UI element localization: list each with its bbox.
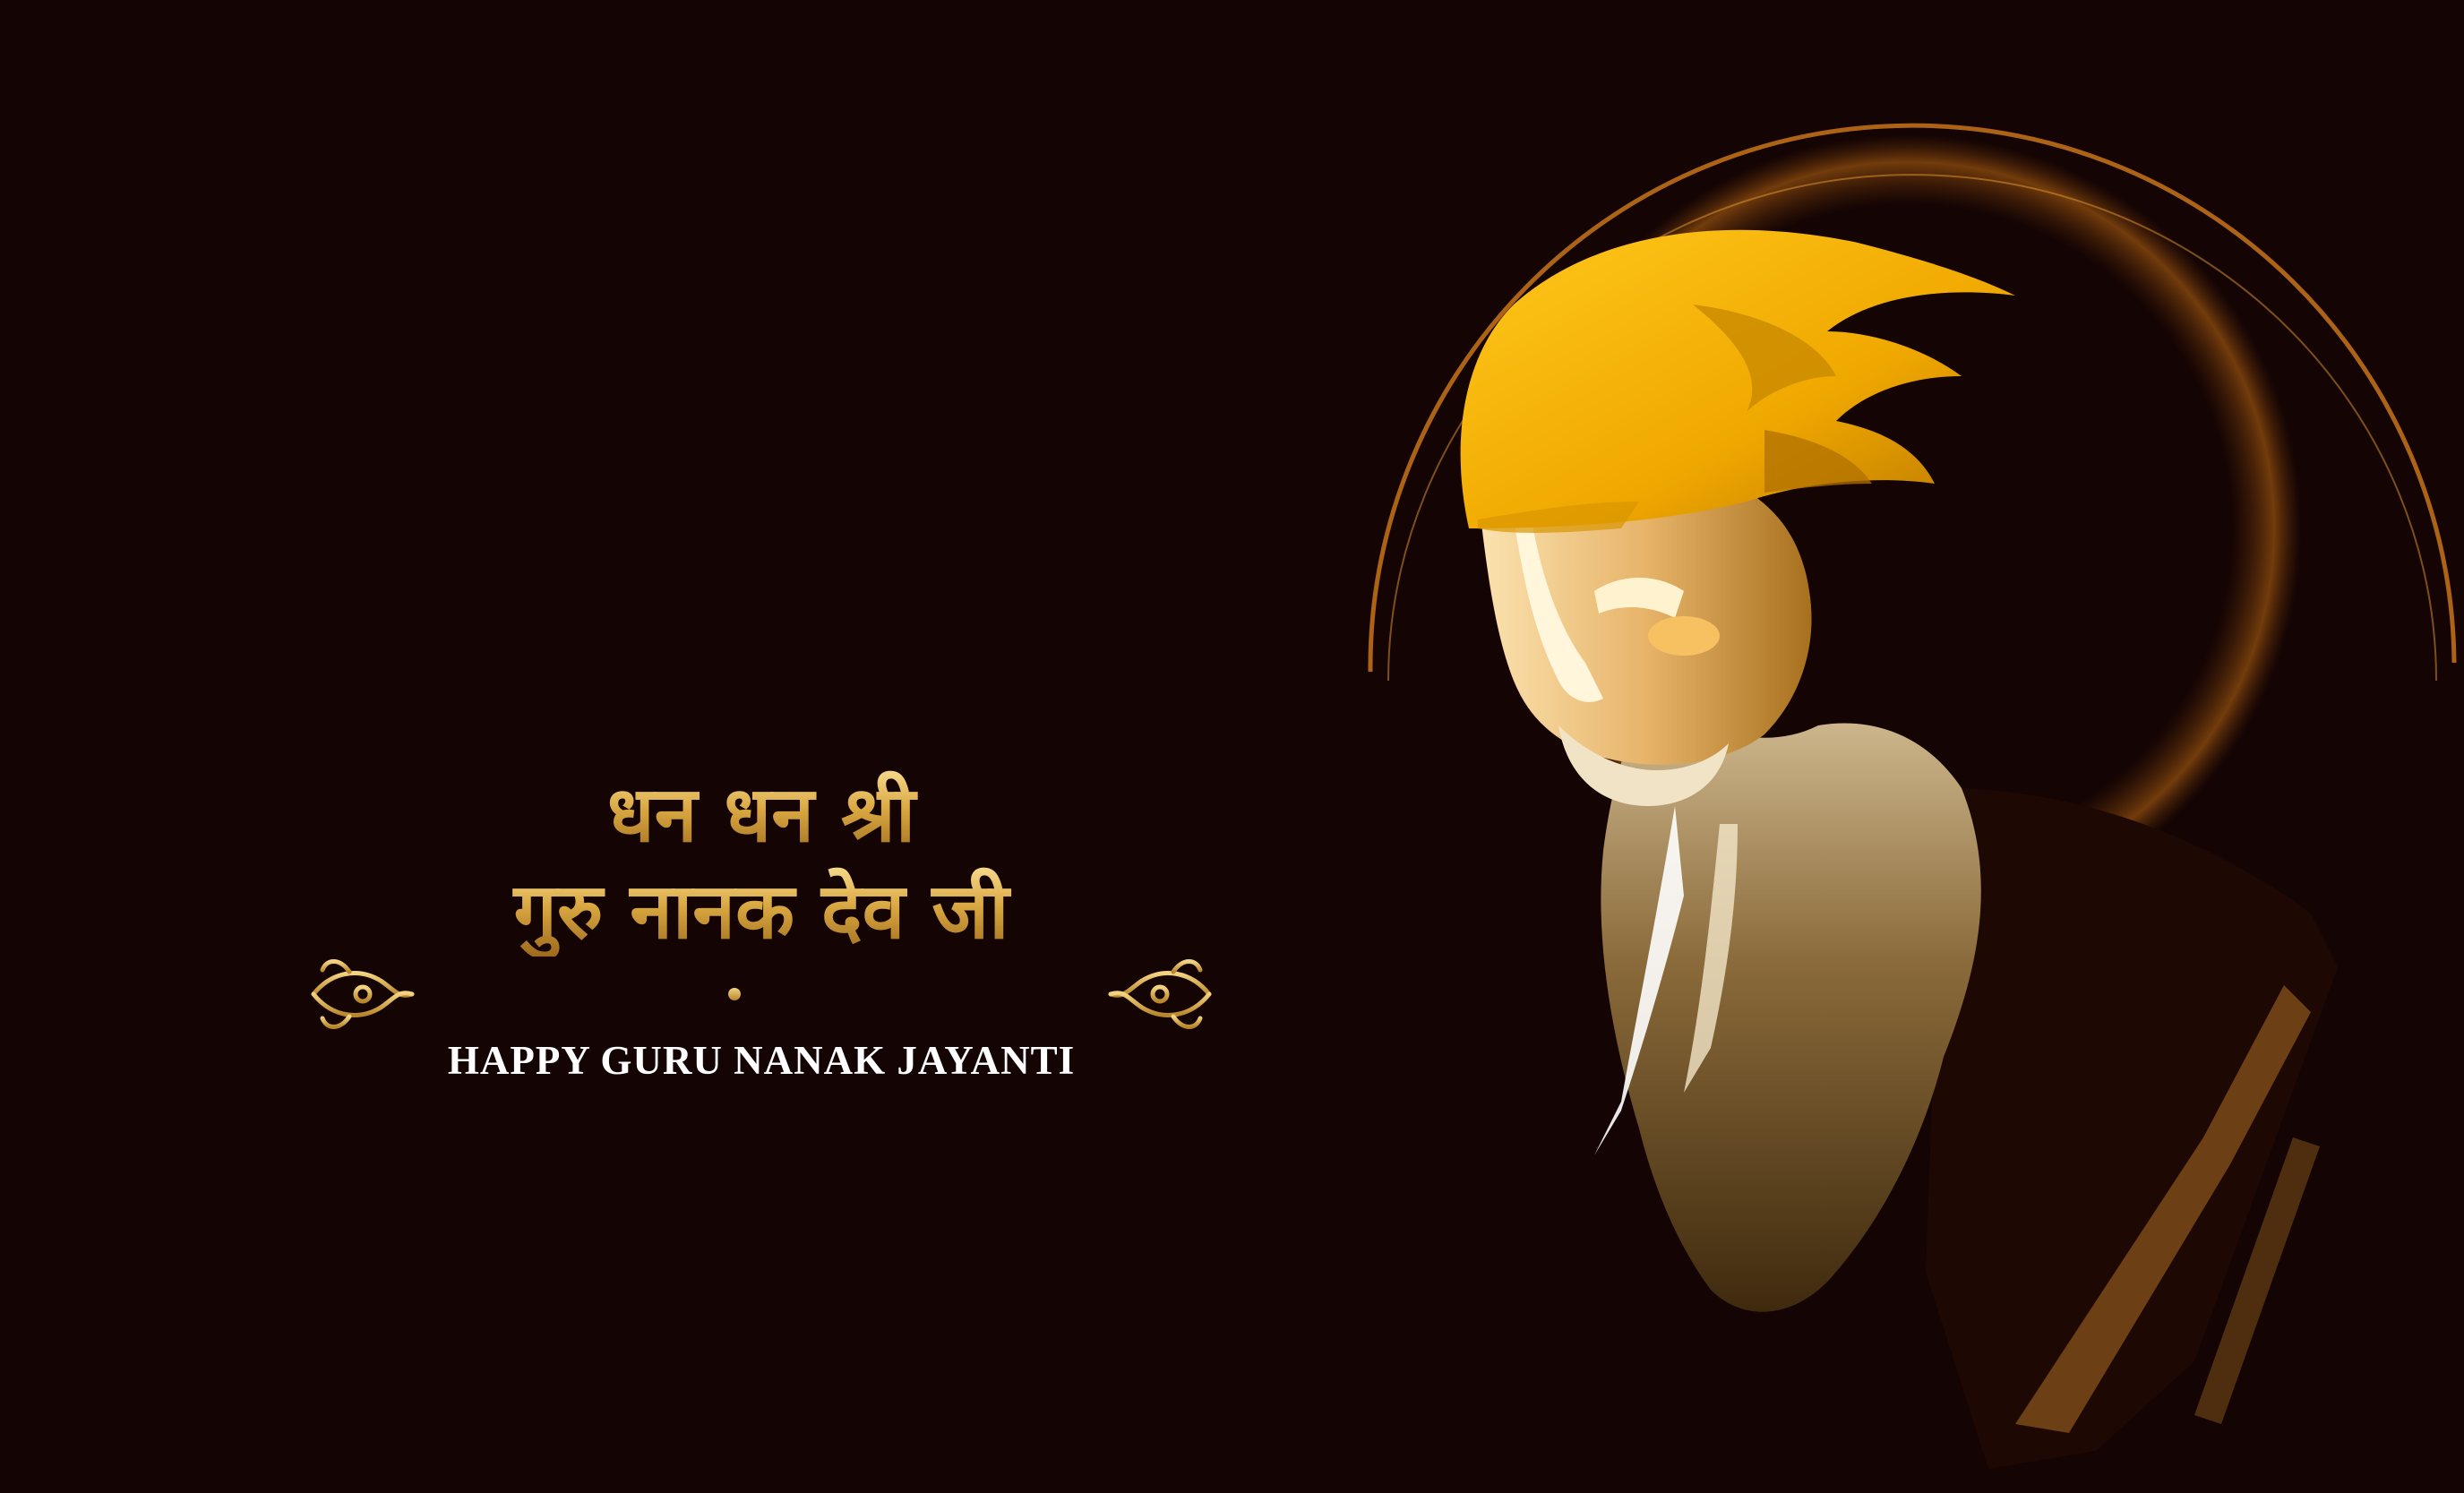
english-greeting: HAPPY GURU NANAK JAYANTI	[447, 1038, 1076, 1083]
hindi-title-line-1: धन धन श्री	[296, 770, 1227, 860]
robe-shape	[1926, 788, 2338, 1469]
guru-portrait-illustration	[1299, 107, 2464, 1493]
hindi-title-line-2: गुरु नानक देव जी	[296, 867, 1227, 957]
greeting-block	[296, 770, 1227, 1093]
ornament-flourish-icon	[296, 954, 1227, 1034]
